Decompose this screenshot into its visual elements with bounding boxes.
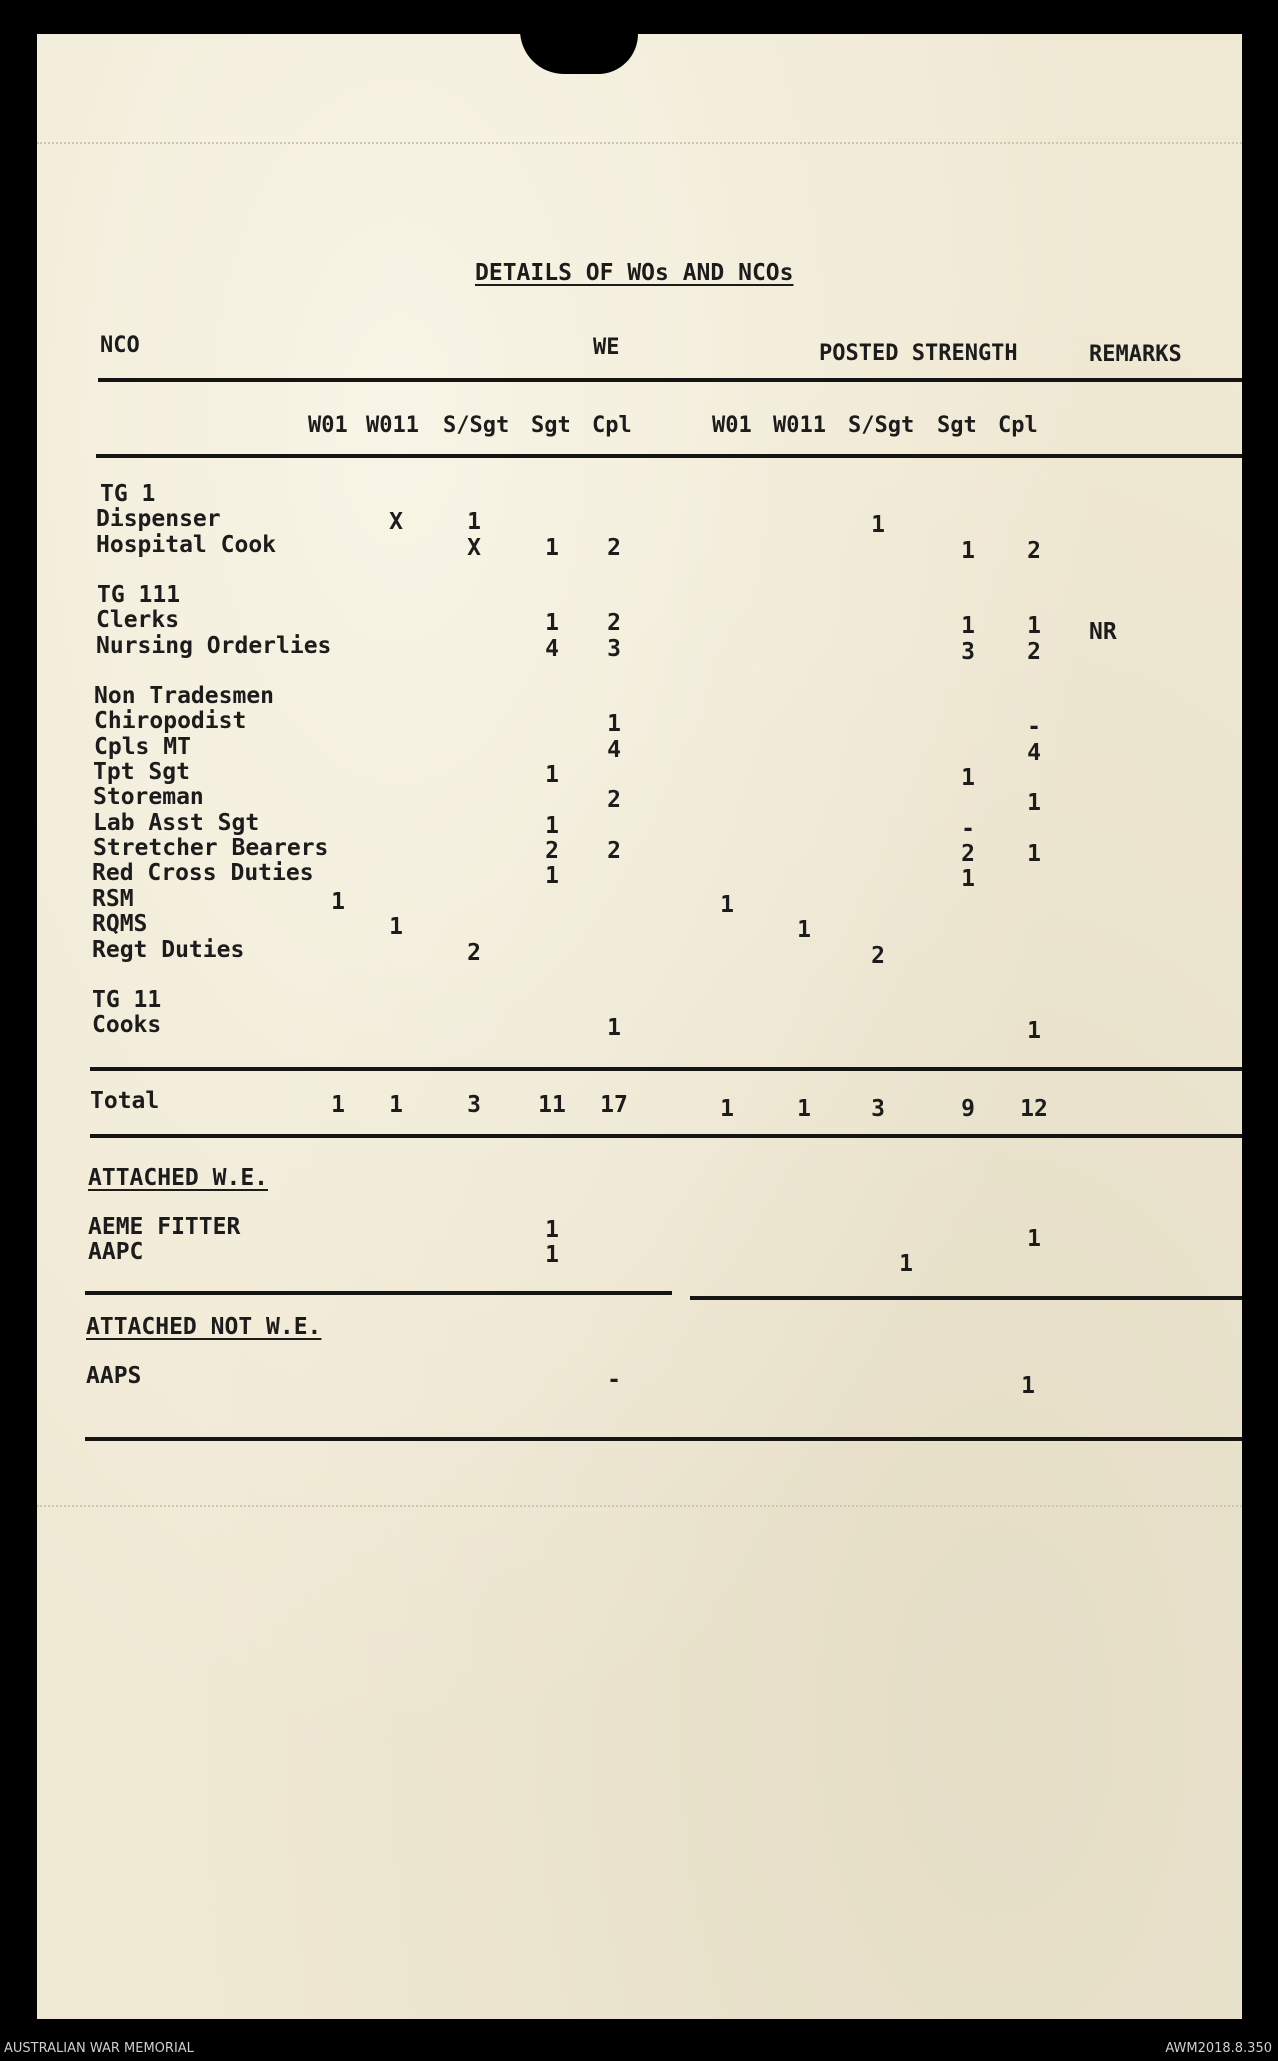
we-cell: 2 <box>545 838 559 864</box>
posted-cell: 1 <box>961 866 975 892</box>
total-posted-cell: 1 <box>720 1096 734 1122</box>
posted-cell: 1 <box>1027 613 1041 639</box>
subheader-ps-w01: W01 <box>712 413 752 438</box>
row-label-tg-111: TG 111 <box>97 582 181 608</box>
posted-cell: 3 <box>961 639 975 665</box>
posted-cell: 2 <box>1027 639 1041 665</box>
we-cell: 1 <box>545 813 559 839</box>
we-cell: 1 <box>545 762 559 788</box>
we-cell: 2 <box>607 535 621 561</box>
attached-not-we-title: ATTACHED NOT W.E. <box>86 1314 322 1340</box>
we-cell: 1 <box>607 1015 621 1041</box>
total-bottom-rule <box>90 1134 1242 1138</box>
we-cell: 3 <box>607 636 621 662</box>
posted-cell: 1 <box>797 917 811 943</box>
row-label-tg-1: TG 1 <box>100 481 156 507</box>
we-cell: 4 <box>607 737 621 763</box>
row-label-rqms: RQMS <box>92 911 148 937</box>
attached-not-we-label-aaps: AAPS <box>86 1363 142 1389</box>
subheader-rule <box>96 454 1242 458</box>
row-label-red-cross-duties: Red Cross Duties <box>92 860 314 886</box>
we-cell: 1 <box>467 509 481 535</box>
posted-cell: 1 <box>1027 1018 1041 1044</box>
header-remarks: REMARKS <box>1089 342 1182 367</box>
attached-we-rule-right <box>690 1296 1242 1300</box>
row-label-lab-asst-sgt: Lab Asst Sgt <box>93 810 260 836</box>
total-we-cell: 1 <box>331 1092 345 1118</box>
posted-cell: 2 <box>961 841 975 867</box>
subheader-we-w01: W01 <box>308 413 348 438</box>
subheader-ps-sgt: Sgt <box>937 413 977 438</box>
we-cell: 1 <box>545 1217 559 1243</box>
we-cell: 1 <box>545 863 559 889</box>
posted-cell: - <box>961 816 975 842</box>
we-cell: 1 <box>607 711 621 737</box>
we-cell: 1 <box>545 1242 559 1268</box>
header-rule <box>98 378 1242 382</box>
header-posted-strength: POSTED STRENGTH <box>819 341 1018 366</box>
posted-cell: 1 <box>961 613 975 639</box>
we-cell: 1 <box>331 889 345 915</box>
we-cell: 2 <box>607 787 621 813</box>
we-cell: 2 <box>607 838 621 864</box>
total-we-cell: 17 <box>600 1092 628 1118</box>
row-label-regt-duties: Regt Duties <box>92 937 245 963</box>
total-we-cell: 1 <box>389 1092 403 1118</box>
header-we: WE <box>593 335 620 360</box>
header-nco: NCO <box>100 333 140 358</box>
posted-cell: 1 <box>961 765 975 791</box>
posted-cell: 1 <box>1027 790 1041 816</box>
posted-cell: - <box>1027 714 1041 740</box>
total-we-cell: 3 <box>467 1092 481 1118</box>
row-label-storeman: Storeman <box>93 784 204 810</box>
subheader-ps-cpl: Cpl <box>998 413 1038 438</box>
posted-cell: 2 <box>871 943 885 969</box>
total-posted-cell: 12 <box>1020 1096 1048 1122</box>
attached-not-we-rule <box>85 1437 1242 1441</box>
page-title: DETAILS OF WOs AND NCOs <box>475 260 794 286</box>
footer-left: AUSTRALIAN WAR MEMORIAL <box>4 2041 194 2056</box>
posted-cell: 1 <box>1027 841 1041 867</box>
row-label-rsm: RSM <box>92 886 134 912</box>
attached-we-rule-left <box>85 1291 672 1295</box>
subheader-we-sgt: Sgt <box>531 413 571 438</box>
row-label-clerks: Clerks <box>96 607 180 633</box>
row-label-chiropodist: Chiropodist <box>94 708 247 734</box>
row-label-nursing-orderlies: Nursing Orderlies <box>96 633 332 659</box>
perforation-top <box>37 142 1242 144</box>
posted-cell: 1 <box>1021 1373 1035 1399</box>
we-cell: 4 <box>545 636 559 662</box>
perforation-bottom <box>37 1505 1242 1507</box>
we-cell: 2 <box>607 610 621 636</box>
row-label-non-tradesmen: Non Tradesmen <box>94 683 275 709</box>
posted-cell: 1 <box>871 512 885 538</box>
attached-we-label-aeme-fitter: AEME FITTER <box>88 1214 241 1240</box>
subheader-we-w011: W011 <box>366 413 419 438</box>
we-cell: 2 <box>467 940 481 966</box>
total-we-cell: 11 <box>538 1092 566 1118</box>
total-posted-cell: 1 <box>797 1096 811 1122</box>
row-label-cpls-mt: Cpls MT <box>94 734 191 760</box>
posted-cell: 4 <box>1027 740 1041 766</box>
we-cell: X <box>389 509 403 535</box>
total-label: Total <box>90 1088 160 1114</box>
subheader-ps-s-sgt: S/Sgt <box>848 413 915 438</box>
posted-cell: 2 <box>1027 538 1041 564</box>
we-cell: X <box>467 535 481 561</box>
footer-right: AWM2018.8.350 <box>1165 2041 1272 2056</box>
total-top-rule <box>90 1067 1242 1071</box>
we-cell: 1 <box>389 914 403 940</box>
we-cell: - <box>607 1367 621 1393</box>
posted-cell: 1 <box>1027 1226 1041 1252</box>
posted-cell: 1 <box>720 892 734 918</box>
we-cell: 1 <box>545 610 559 636</box>
row-label-dispenser: Dispenser <box>96 506 221 532</box>
posted-cell: 1 <box>899 1251 913 1277</box>
row-label-stretcher-bearers: Stretcher Bearers <box>93 835 329 861</box>
attached-we-label-aapc: AAPC <box>88 1239 144 1265</box>
we-cell: 1 <box>545 535 559 561</box>
row-label-cooks: Cooks <box>92 1012 162 1038</box>
subheader-we-cpl: Cpl <box>592 413 632 438</box>
posted-cell: 1 <box>961 538 975 564</box>
row-label-hospital-cook: Hospital Cook <box>96 532 277 558</box>
attached-we-title: ATTACHED W.E. <box>88 1165 269 1191</box>
row-label-tpt-sgt: Tpt Sgt <box>93 759 190 785</box>
remarks-cell: NR <box>1089 619 1117 645</box>
total-posted-cell: 3 <box>871 1096 885 1122</box>
subheader-we-s-sgt: S/Sgt <box>443 413 510 438</box>
row-label-tg-11: TG 11 <box>92 987 162 1013</box>
subheader-ps-w011: W011 <box>773 413 826 438</box>
total-posted-cell: 9 <box>961 1096 975 1122</box>
